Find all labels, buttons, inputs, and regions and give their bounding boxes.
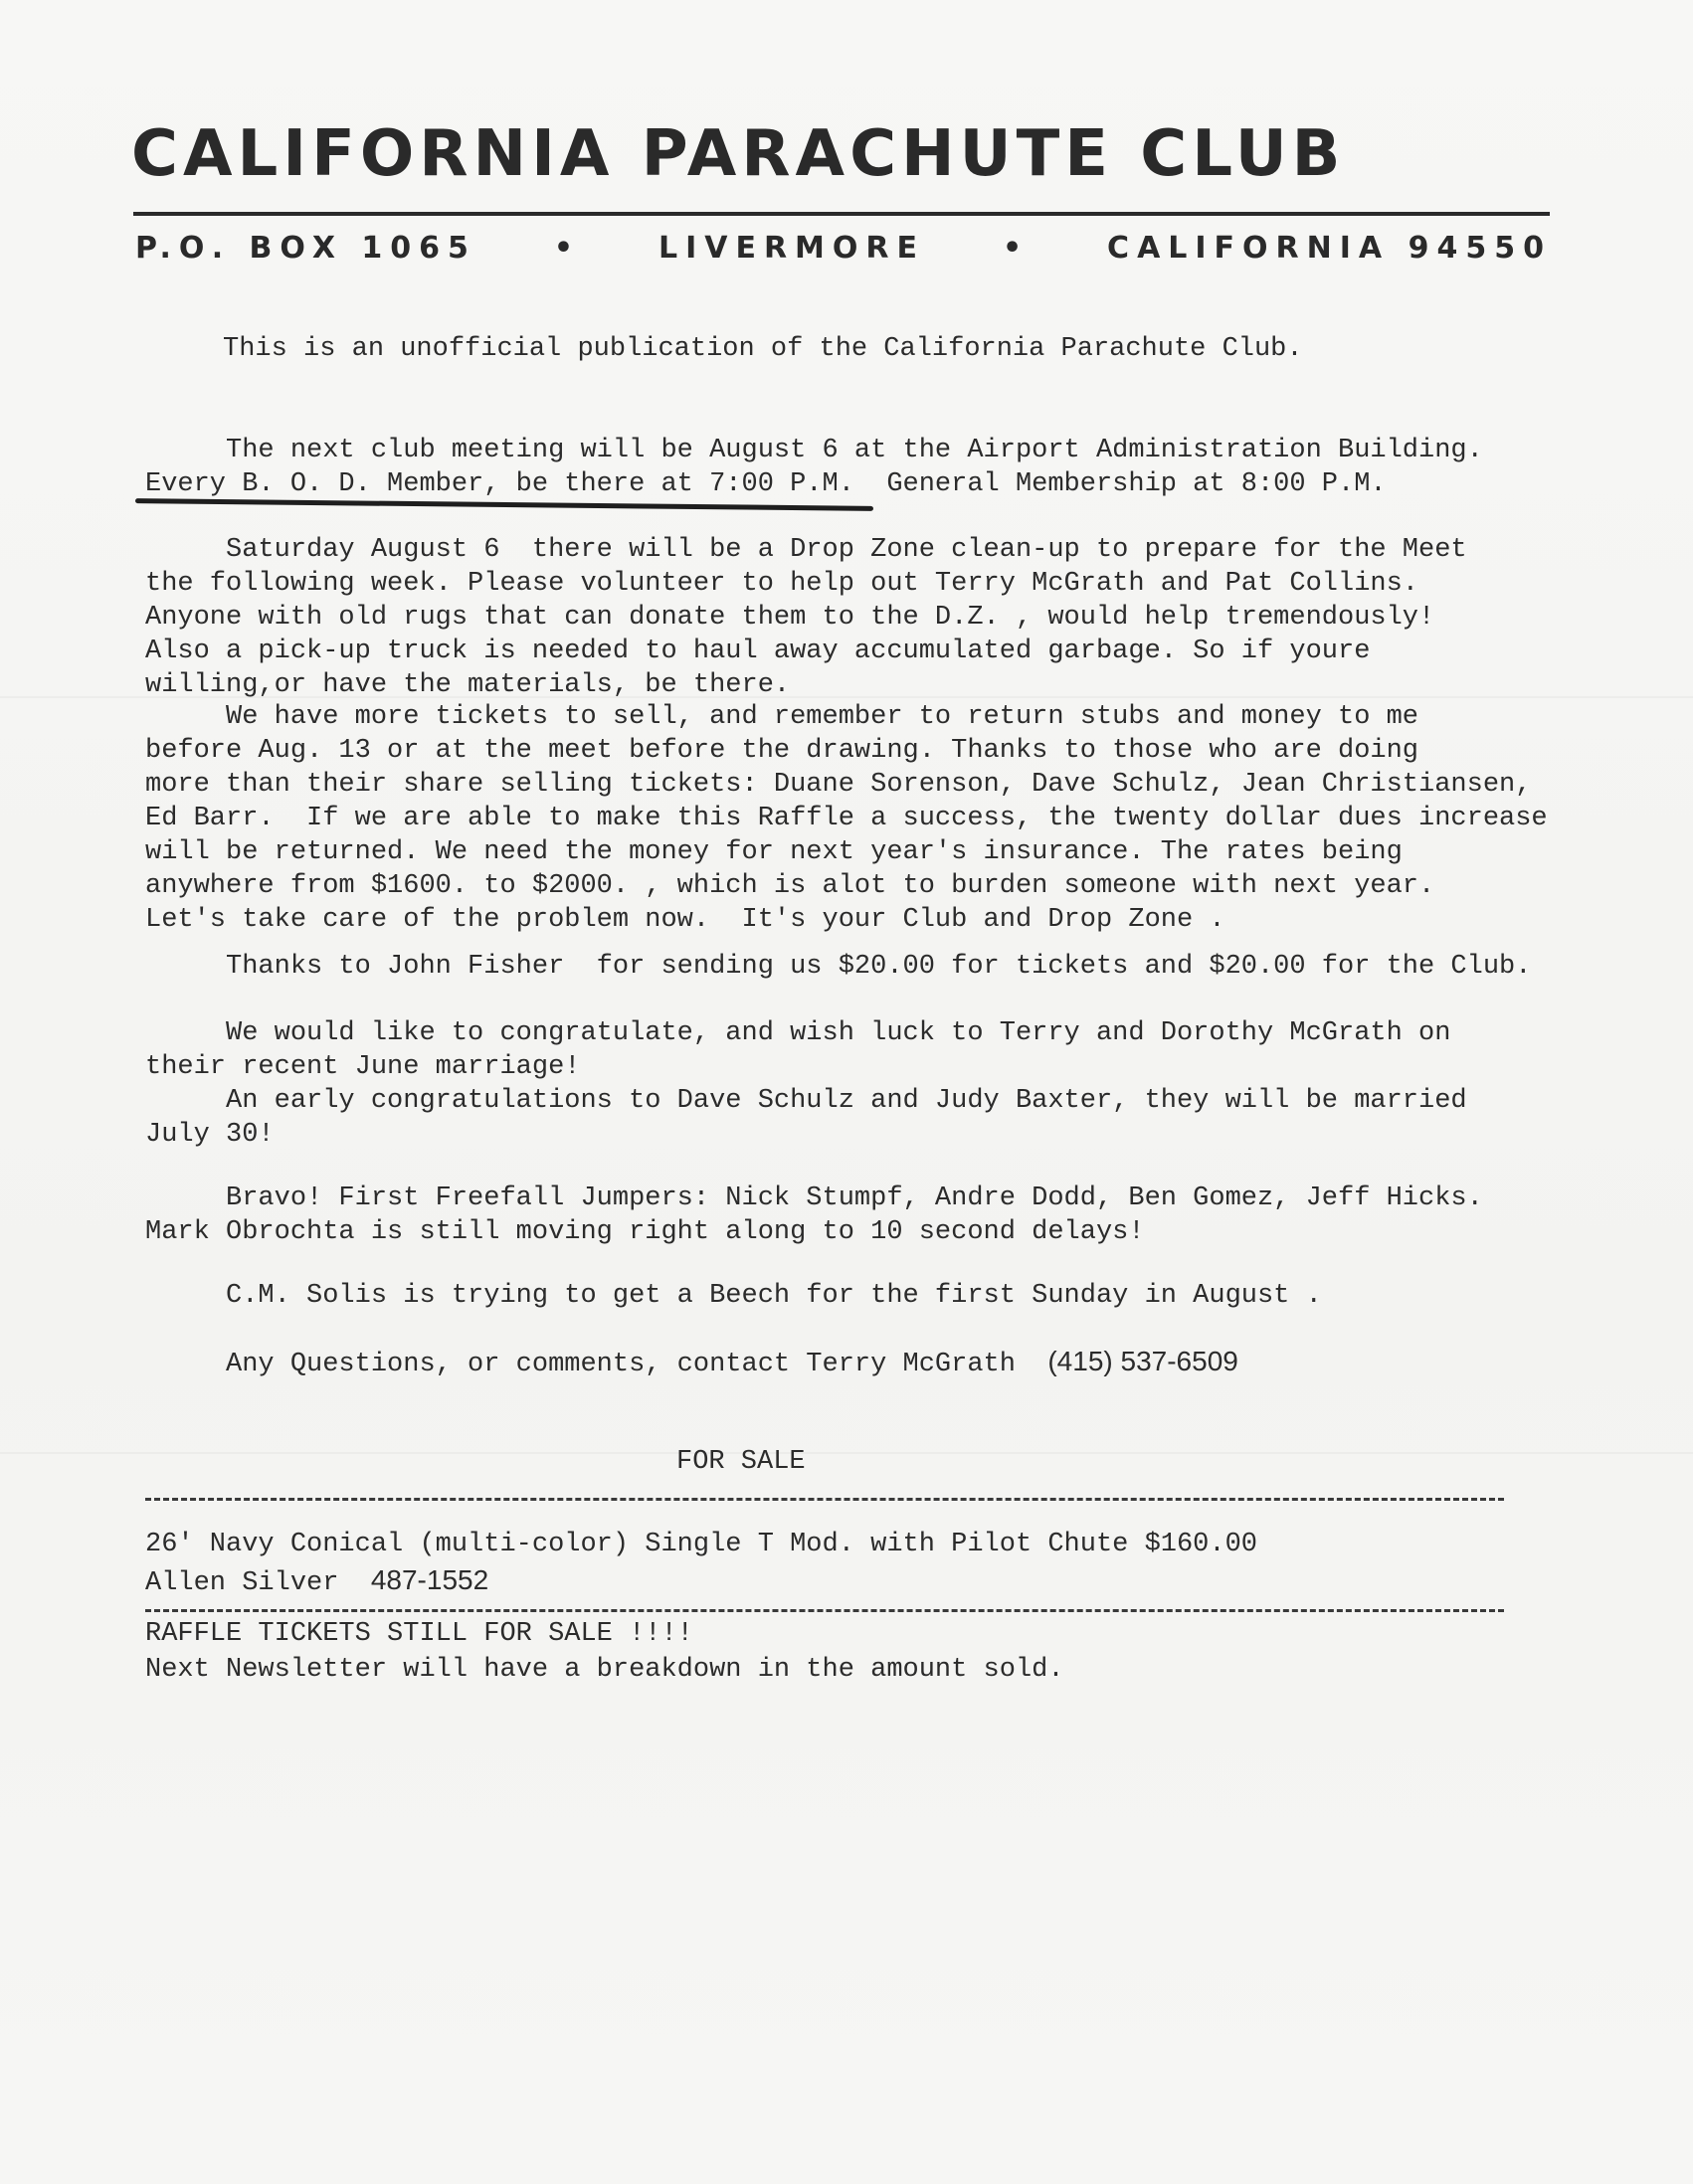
cleanup-line: the following week. Please volunteer to help out Terry McGrath and Pat Collins. <box>145 569 1419 599</box>
congrats-line: their recent June marriage! <box>145 1052 581 1082</box>
city: LIVERMORE <box>658 231 926 266</box>
address-separator: • <box>553 231 582 266</box>
dashed-divider <box>145 1609 1504 1612</box>
paper-fold-line <box>0 1452 1693 1454</box>
freefall-line: Mark Obrochta is still moving right along to 10 second delays! <box>145 1217 1145 1247</box>
raffle-line: more than their share selling tickets: Duane Sorenson, Dave Schulz, Jean Christiansen, <box>145 770 1532 800</box>
raffle-line: before Aug. 13 or at the meet before the drawing. Thanks to those who are doing <box>145 736 1419 766</box>
letterhead-divider <box>133 212 1550 216</box>
contact-text: Any Questions, or comments, contact Terry McGrath <box>145 1350 1016 1379</box>
po-box: P.O. BOX 1065 <box>135 231 476 266</box>
freefall-line: Bravo! First Freefall Jumpers: Nick Stumpf, Andre Dodd, Ben Gomez, Jeff Hicks. <box>145 1183 1483 1213</box>
seller-phone: 487-1552 <box>370 1564 489 1595</box>
meeting-line-1: The next club meeting will be August 6 at the Airport Administration Building. <box>145 436 1483 465</box>
address-separator: • <box>1002 231 1031 266</box>
contact-phone: (415) 537-6509 <box>1047 1346 1238 1376</box>
for-sale-seller <box>145 1563 1558 1600</box>
congrats-line: We would like to congratulate, and wish luck to Terry and Dorothy McGrath on <box>145 1018 1451 1048</box>
cleanup-line: Also a pick-up truck is needed to haul away accumulated garbage. So if youre <box>145 637 1371 666</box>
seller-name: Allen Silver <box>145 1568 339 1598</box>
dashed-divider <box>145 1498 1504 1501</box>
congrats-line: An early congratulations to Dave Schulz and Judy Baxter, they will be married <box>145 1086 1467 1116</box>
raffle-line: anywhere from $1600. to $2000. , which is alot to burden someone with next year. <box>145 871 1435 901</box>
intro-line: This is an unofficial publication of the California Parachute Club. <box>223 334 1303 364</box>
raffle-line: We have more tickets to sell, and remember to return stubs and money to me <box>145 702 1419 732</box>
cleanup-line: Anyone with old rugs that can donate them to the D.Z. , would help tremendously! <box>145 603 1435 633</box>
for-sale-heading: FOR SALE <box>676 1447 806 1477</box>
state-zip: CALIFORNIA 94550 <box>1107 231 1552 266</box>
contact-line <box>145 1345 1558 1381</box>
thanks-line: Thanks to John Fisher for sending us $20.00 for tickets and $20.00 for the Club. <box>145 952 1532 982</box>
raffle-line: will be returned. We need the money for next year's insurance. The rates being <box>145 837 1403 867</box>
cleanup-line: willing,or have the materials, be there. <box>145 670 791 700</box>
beech-line: C.M. Solis is trying to get a Beech for the first Sunday in August . <box>145 1281 1322 1311</box>
for-sale-item: 26' Navy Conical (multi-color) Single T Mod. with Pilot Chute $160.00 <box>145 1530 1257 1559</box>
raffle-notice: RAFFLE TICKETS STILL FOR SALE !!!! <box>145 1619 693 1649</box>
raffle-line: Ed Barr. If we are able to make this Raffle a success, the twenty dollar dues increase <box>145 804 1548 833</box>
cleanup-line: Saturday August 6 there will be a Drop Zone clean-up to prepare for the Meet <box>145 535 1467 565</box>
club-address <box>135 231 1552 266</box>
raffle-line: Let's take care of the problem now. It's your Club and Drop Zone . <box>145 905 1225 935</box>
newsletter-note: Next Newsletter will have a breakdown in the amount sold. <box>145 1655 1064 1685</box>
congrats-line: July 30! <box>145 1120 275 1150</box>
meeting-line-2: Every B. O. D. Member, be there at 7:00 P.M. General Membership at 8:00 P.M. <box>145 469 1387 499</box>
club-name-heading: CALIFORNIA PARACHUTE CLUB <box>131 117 1346 191</box>
